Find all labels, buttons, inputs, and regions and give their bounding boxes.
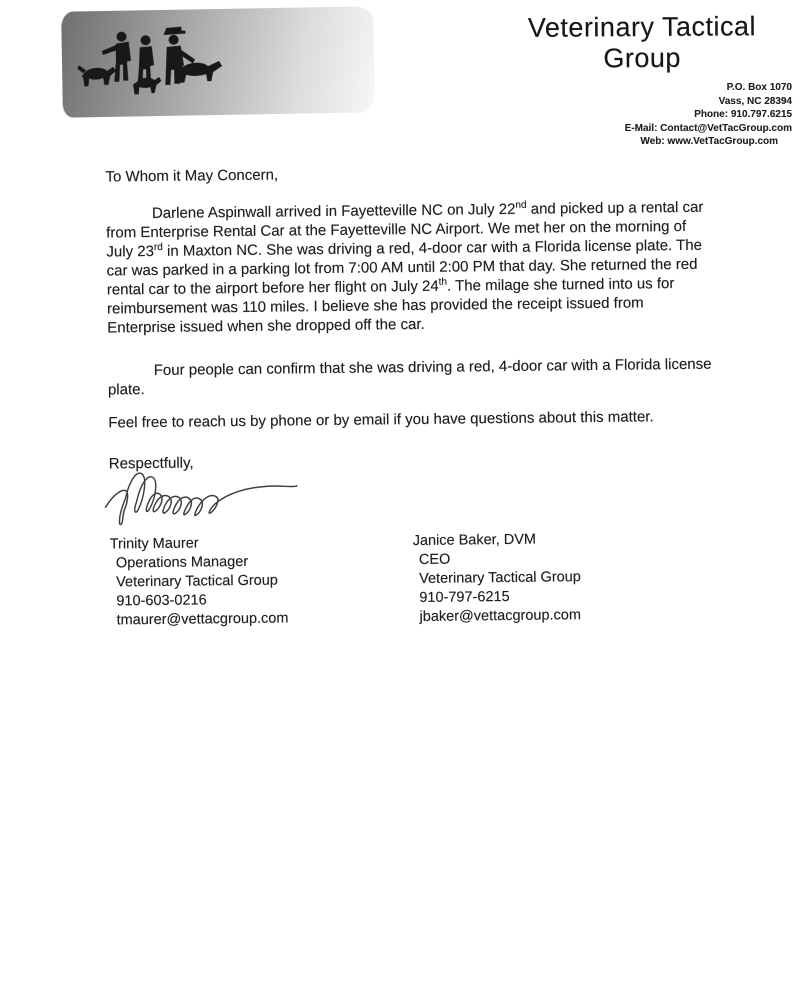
contact-org: Veterinary Tactical Group [116, 572, 278, 591]
ordinal-superscript: nd [515, 199, 527, 211]
address-line-po-box: P.O. Box 1070 [726, 82, 792, 93]
letter-body [105, 161, 716, 631]
company-name: Veterinary Tactical Group [527, 11, 757, 74]
paragraph-text: and picked up a rental car from Enterprise Rental Car at the Fayetteville NC Airport. We met her on the morning of July 23 [106, 198, 704, 261]
contact-org: Veterinary Tactical Group [418, 569, 581, 587]
contact-phone: 910-603-0216 [116, 592, 207, 610]
ordinal-superscript: rd [153, 241, 163, 253]
contact-block-trinity-maurer [110, 532, 414, 630]
signature-blocks [110, 529, 717, 631]
paragraph-text: Darlene Aspinwall arrived in Fayetteville NC on July 22 [151, 200, 516, 222]
address-line-city: Vass, NC 28394 [718, 95, 792, 107]
letterhead [462, 12, 792, 149]
closing-respectfully: Respectfully, [108, 454, 194, 473]
paragraph-rental-details [106, 198, 713, 338]
address-line-website: Web: www.VetTacGroup.com [640, 136, 778, 147]
contact-phone: 910-797-6215 [419, 588, 510, 606]
paragraph-text: in Maxton NC. She was driving a red, 4-door car with a Florida license plate. The car was parked in a parking lot from 7:00 AM until 2:00 PM that day. She returned the red rental car to the airport before her flight on July 24 [106, 236, 703, 299]
contact-title: CEO [418, 551, 451, 568]
contact-block-janice-baker [413, 529, 717, 627]
contact-email: tmaurer@vettacgroup.com [116, 610, 289, 629]
company-address-block [462, 81, 792, 149]
handlers-and-dogs-logo-icon [73, 19, 245, 110]
contact-name: Janice Baker, DVM [412, 531, 537, 549]
contact-email: jbaker@vettacgroup.com [419, 607, 581, 625]
paragraph-text: . The milage she turned into us for reimbursement was 110 miles. I believe she has provided the receipt issued from Enterprise issued when she dropped off the car. [106, 275, 675, 337]
address-line-email: E-Mail: Contact@VetTacGroup.com [624, 122, 792, 134]
handwritten-signature-icon [93, 455, 716, 526]
contact-title: Operations Manager [115, 553, 249, 572]
paragraph-confirmation: Four people can confirm that she was driving a red, 4-door car with a Florida license plate. [107, 355, 712, 399]
contact-name: Trinity Maurer [109, 535, 199, 553]
salutation: To Whom it May Concern, [105, 166, 279, 186]
paragraph-contact-invite: Feel free to reach us by phone or by email if you have questions about this matter. [108, 408, 654, 432]
logo-band [61, 6, 375, 117]
ordinal-superscript: th [438, 276, 447, 288]
address-line-phone: Phone: 910.797.6215 [694, 109, 792, 120]
